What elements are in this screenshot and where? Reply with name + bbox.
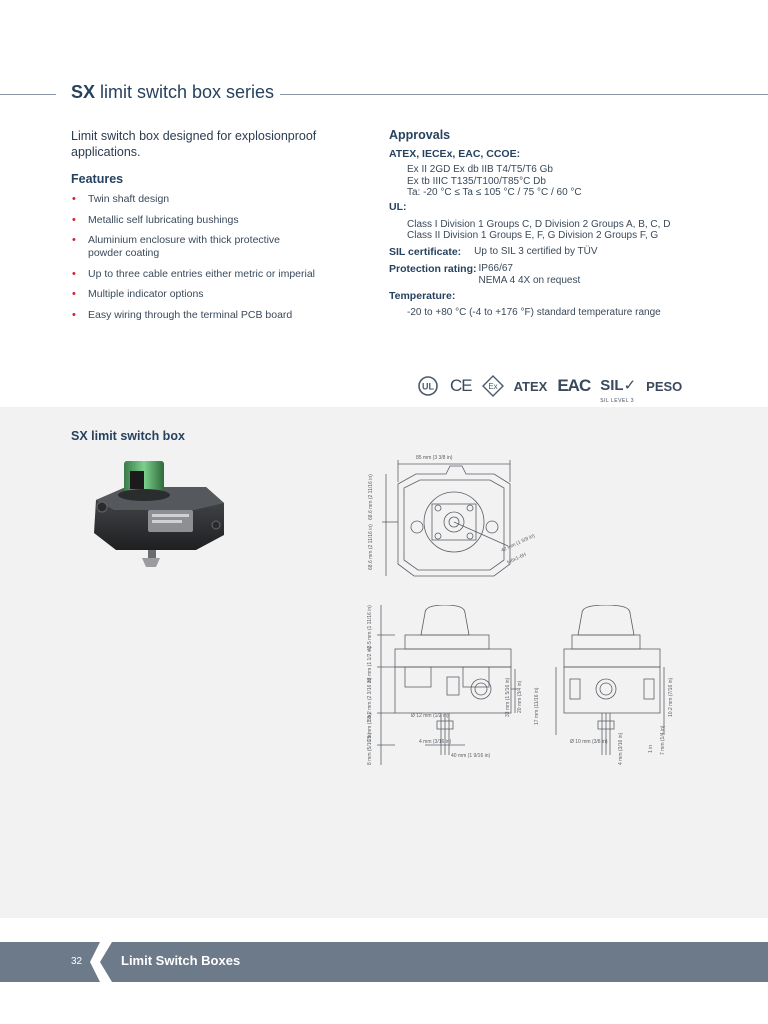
dim-upper: 38 mm (1 1/2 in)	[367, 646, 373, 683]
protection-line: NEMA 4 4X on request	[478, 274, 581, 286]
dim-side-a: 33 mm (1 5/16 in)	[505, 677, 511, 717]
footer-bar	[0, 942, 768, 982]
page-number: 32	[71, 956, 83, 967]
feature-text: Twin shaft design	[88, 193, 170, 205]
dim-shaft-tip: 8 mm (5/16 in)	[367, 732, 373, 765]
certification-logos	[416, 374, 683, 404]
feature-item	[71, 288, 361, 301]
dim-centers: 40 mm (1 9/16 in)	[451, 753, 491, 759]
approvals-section	[389, 128, 749, 320]
protection-row	[389, 263, 749, 287]
feature-text: Easy wiring through the terminal PCB board	[88, 308, 293, 321]
sil-label: SIL certificate:	[389, 245, 462, 258]
dim-left-upper: 68.6 mm (2 11/16 in)	[368, 474, 374, 520]
bullet-icon: •	[72, 308, 76, 321]
dim-dome: 43.5 mm (1 11/16 in)	[367, 605, 373, 651]
sil-row	[389, 246, 749, 258]
atex-line: Ta: -20 °C ≤ Ta ≤ 105 °C / 75 °C / 60 °C	[407, 187, 582, 198]
dim-right-e: 7 mm (1/4 in)	[660, 725, 666, 755]
atex-line: Ex tb IIIC T135/T100/T85°C Db	[407, 175, 546, 187]
bullet-icon: •	[72, 234, 76, 246]
dim-flat: 4 mm (3/16 in)	[419, 739, 452, 745]
drawing-side-view	[530, 605, 680, 775]
title-rule-right	[280, 94, 768, 95]
drawing-top-view	[358, 452, 558, 590]
temperature-heading: Temperature:	[389, 289, 456, 302]
product-photo	[86, 455, 231, 570]
bullet-icon: •	[72, 213, 76, 226]
sil-logo	[600, 377, 637, 404]
dim-right-a: 17 mm (11/16 in)	[534, 687, 540, 725]
dim-right-b: Ø 10 mm (3/8 in)	[570, 739, 608, 745]
dim-top-width: 85 mm (3 3/8 in)	[416, 455, 453, 461]
feature-text: Up to three cable entries either metric or imperial	[88, 267, 316, 280]
protection-value	[477, 263, 581, 287]
bullet-icon: •	[72, 193, 76, 205]
ul-heading: UL:	[389, 200, 407, 213]
title-rule-left	[0, 94, 56, 95]
feature-item	[71, 193, 361, 206]
sil-value: Up to SIL 3 certified by TÜV	[474, 245, 598, 257]
atex-heading: ATEX, IECEx, EAC, CCOE:	[389, 148, 521, 160]
protection-line: IP66/67	[478, 262, 513, 274]
dim-right-c: 4 mm (3/16 in)	[618, 732, 624, 765]
atex-line: Ex II 2GD Ex db IIB T4/T5/T6 Gb	[407, 164, 553, 175]
feature-item	[71, 214, 361, 227]
peso-logo: PESO	[646, 378, 683, 394]
page-title-bold: SX	[71, 82, 96, 102]
feature-item	[71, 309, 361, 322]
temperature-value: -20 to +80 °C (-4 to +176 °F) standard temperature range	[407, 306, 661, 318]
feature-item	[71, 268, 361, 281]
dim-diag: 42 mm (1 5/8 in)	[500, 532, 536, 554]
page-title-rest: limit switch box series	[95, 82, 275, 102]
dim-left-lower: 68.6 mm (2 11/16 in)	[368, 524, 374, 570]
dim-right-d: 1 in	[648, 744, 654, 753]
sil-logo-text: SIL	[600, 377, 624, 394]
feature-text: Aluminium enclosure with thick protective powder coating	[88, 234, 280, 259]
ul-logo-icon	[416, 374, 440, 398]
ul-logo-text: UL	[422, 381, 434, 392]
ul-line: Class I Division 1 Groups C, D Division 2 Groups A, B, C, D	[407, 218, 671, 230]
footer-chevron-icon	[90, 942, 112, 982]
ex-logo-icon	[482, 375, 504, 397]
atex-lines	[389, 164, 749, 199]
eac-logo: EAC	[557, 376, 591, 395]
intro-text: Limit switch box designed for explosionproof applications.	[71, 129, 317, 159]
protection-label: Protection rating:	[389, 262, 477, 275]
product-panel-heading: SX limit switch box	[71, 429, 185, 443]
ex-logo-text: Ex	[487, 382, 498, 391]
dim-right-f: 10.2 mm (7/16 in)	[668, 677, 674, 717]
ul-line: Class II Division 1 Groups E, F, G Division 2 Groups F, G	[407, 230, 659, 241]
ce-logo-icon: CE	[450, 376, 472, 395]
page-title	[71, 82, 274, 103]
dim-shaft: M6x1-6H	[506, 551, 528, 566]
drawing-front-view	[365, 605, 525, 775]
footer-section-title: Limit Switch Boxes	[121, 953, 241, 968]
feature-text: Multiple indicator options	[88, 288, 204, 300]
dim-shaft-dia: Ø 12 mm (1/2 in)	[411, 713, 449, 719]
checkmark-icon: ✓	[623, 377, 637, 394]
approvals-heading: Approvals	[389, 128, 451, 142]
feature-item	[71, 234, 308, 260]
atex-logo: ATEX	[513, 378, 548, 394]
features-heading: Features	[71, 172, 124, 186]
features-list	[71, 193, 361, 329]
sil-logo-sub: SIL LEVEL 3	[600, 398, 635, 404]
dim-side-b: 20 mm (3/4 in)	[517, 680, 523, 713]
dim-body: 55.2 mm (2 3/16 in)	[367, 677, 373, 721]
ul-lines	[389, 219, 749, 242]
dim-shaft-len: 25 mm (1 in)	[367, 712, 373, 741]
bullet-icon: •	[72, 267, 76, 280]
bullet-icon: •	[72, 288, 76, 300]
feature-text: Metallic self lubricating bushings	[88, 213, 239, 226]
